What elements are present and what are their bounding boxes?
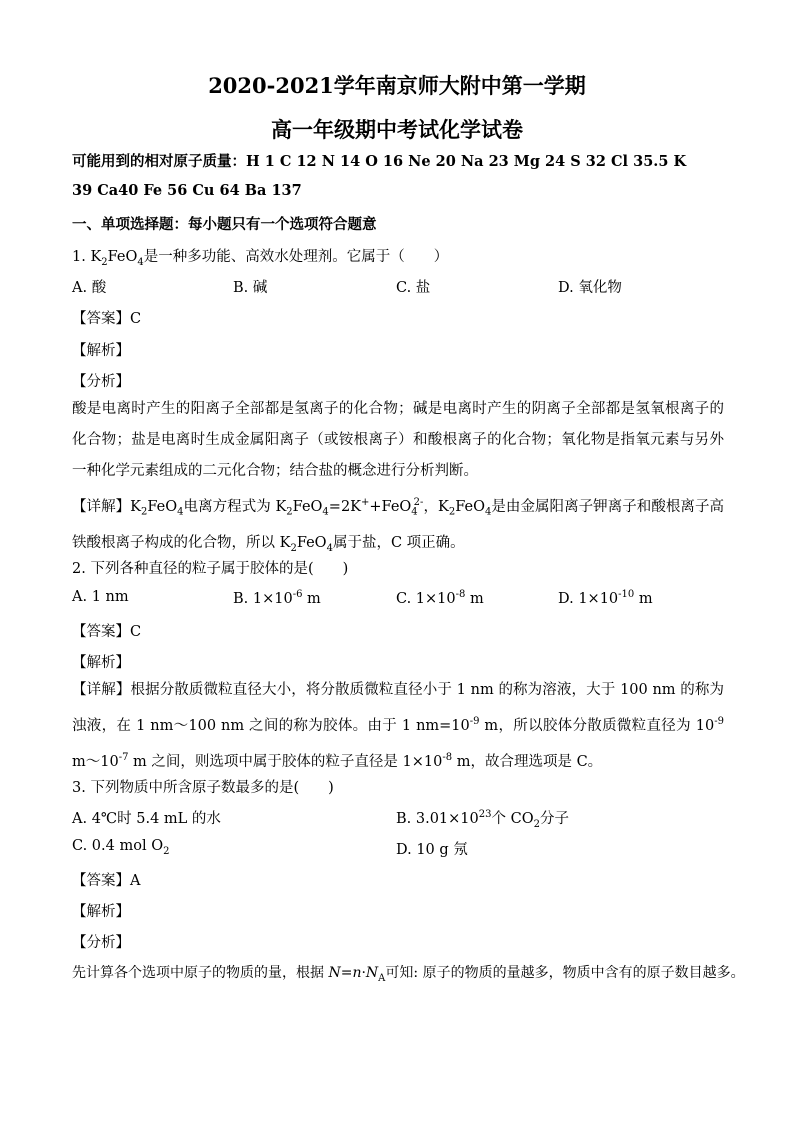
q2-option-a: A. 1 nm xyxy=(72,589,129,605)
q1-analysis: 酸是电离时产生的阳离子全部都是氢离子的化合物；碱是电离时产生的阴离子全部都是氢氧根离子的化合物；盐是电离时生成金属阳离子（或铵根离子）和酸根离子的化合物；氧化物是指氧元素与另外一种化学元素组成的二元化合物；结合盐的概念进行分析判断。 xyxy=(72,401,724,479)
exam-subtitle: 高一年级期中考试化学试卷 xyxy=(271,117,523,142)
q3-stem: 3. 下列物质中所含原子数最多的是( ) xyxy=(72,780,334,796)
exam-title: 2020-2021学年南京师大附中第一学期 xyxy=(208,73,586,98)
q3-option-d: D. 10 g 氖 xyxy=(396,842,468,858)
q2-detail: 【详解】根据分散质微粒直径大小，将分散质微粒直径小于 1 nm 的称为溶液，大于 100 nm 的称为浊液，在 1 nm～100 nm 之间的称为胶体。由于 1 $nm=10^{-9}$ m，所以胶体分散质微粒直径为 $10^{-9}$ $m\sim 10^{-7}$ m 之间，则选项中属于胶体的粒子直径是 $1\times 10^{-8}$ m，故合理选项是 C。 xyxy=(72,682,725,770)
q1-fenxi: 【分析】 xyxy=(72,374,130,390)
q3-jiexi: 【解析】 xyxy=(72,904,130,920)
q2-option-c: C. $1\times 10^{-8}$ m xyxy=(396,589,484,607)
q2-option-b: B. $1\times 10^{-6}$ m xyxy=(233,589,321,607)
q1-jiexi: 【解析】 xyxy=(72,343,130,359)
q3-analysis: 先计算各个选项中原子的物质的量，根据 $N=n\cdot N_A$可知: 原子的物质的量越多，物质中含有的原子数目越多。 xyxy=(72,965,745,984)
q1-answer: 【答案】C xyxy=(72,311,142,327)
q2-jiexi: 【解析】 xyxy=(72,655,130,671)
atomic-mass-line-2: 39 Ca40 Fe 56 Cu 64 Ba 137 xyxy=(72,182,302,199)
q2-stem: 2. 下列各种直径的粒子属于胶体的是( ) xyxy=(72,561,349,577)
q1-option-c: C. 盐 xyxy=(396,280,431,296)
atomic-mass-line-1: 可能用到的相对原子质量：H 1 C 12 N 14 O 16 Ne 20 Na 23 Mg 24 S 32 Cl 35.5 K xyxy=(72,153,687,170)
q1-option-d: D. 氧化物 xyxy=(558,280,622,296)
q3-fenxi: 【分析】 xyxy=(72,935,130,951)
q3-option-a: A. 4℃时 5.4 mL 的水 xyxy=(72,811,221,827)
q3-option-b: B. $3.01\times 10^{23}$个 $CO_2$分子 xyxy=(396,809,569,830)
q2-option-d: D. $1\times 10^{-10}$ m xyxy=(558,589,653,607)
q3-answer: 【答案】A xyxy=(72,873,141,889)
q1-detail: 【详解】$K_2FeO_4$电离方程式为 $K_2FeO_4=2K^++FeO_4^{2-}$，$K_2FeO_4$是由金属阳离子钾离子和酸根离子高铁酸根离子构成的化合物，所以 $K_2FeO_4$属于盐，C 项正确。 xyxy=(72,497,725,554)
q1-stem: 1. $K_2FeO_4$是一种多功能、高效水处理剂。它属于（ ） xyxy=(72,249,449,268)
q2-answer: 【答案】C xyxy=(72,624,142,640)
section-heading: 一、单项选择题：每小题只有一个选项符合题意 xyxy=(72,216,377,233)
q1-option-b: B. 碱 xyxy=(233,280,268,296)
q3-option-c: C. 0.4 mol $O_2$ xyxy=(72,838,170,857)
q1-option-a: A. 酸 xyxy=(72,280,107,296)
